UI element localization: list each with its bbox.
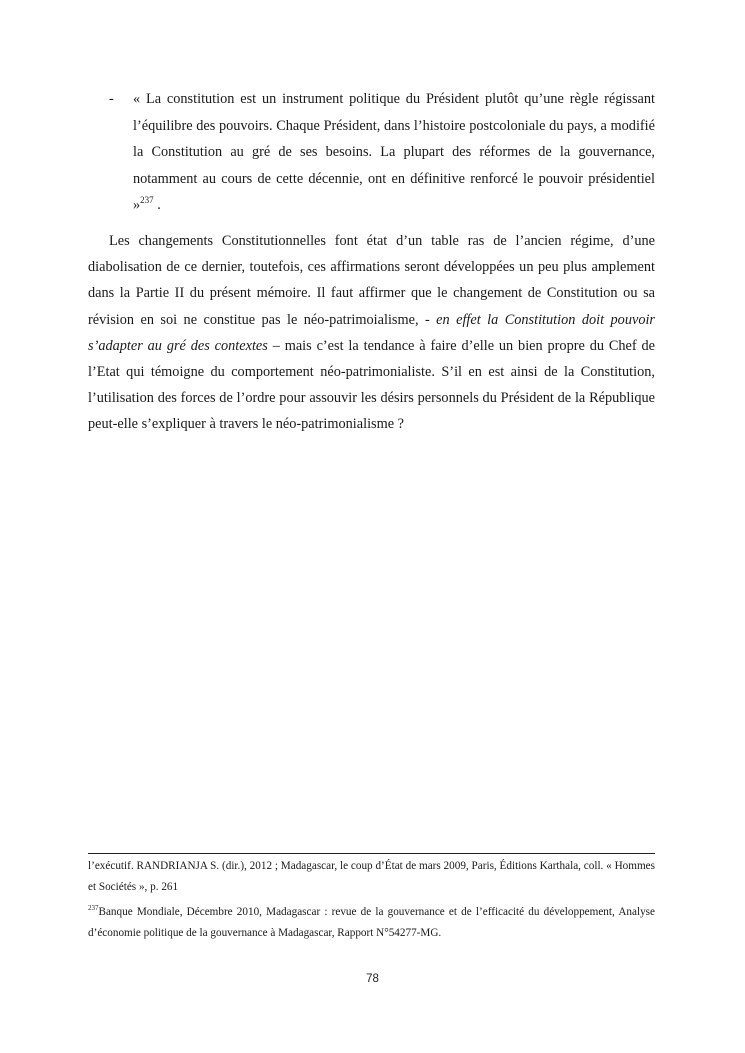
body-paragraph [88, 228, 655, 438]
footnote-237-text: Banque Mondiale, Décembre 2010, Madagascar : revue de la gouvernance et de l’efficacité du développement, Analyse d’économie politique de la gouvernance à Madagascar, Rapport N°54277-MG. [88, 906, 655, 939]
block-quote [88, 86, 655, 219]
footnotes [88, 856, 655, 944]
paragraph-part-1: Les changements Constitutionnelles font état d’un table ras de l’ancien régime, d’une diabolisation de ce dernier, toutefois, ces affirmations seront développées un peu plus amplement dans la Partie II du présent mémoire. Il faut affirmer que le changement de Constitution ou sa révision en soi ne constitue pas le néo-patrimoialisme, - [88, 233, 655, 328]
footnote-separator [88, 853, 655, 854]
quote-body: « La constitution est un instrument politique du Président plutôt qu’une règle régissant l’équilibre des pouvoirs. Chaque Président, dans l’histoire postcoloniale du pays, a modifié la Constitution au gré de ses besoins. La plupart des réformes de la gouvernance, notamment au cours de cette décennie, ont en définitive renforcé le pouvoir présidentiel » [133, 91, 655, 213]
paragraph-italic: en effet la Constitution doit pouvoir s’adapter au gré des contextes [88, 311, 655, 354]
page-number: 78 [366, 973, 379, 985]
footnote-237 [88, 902, 655, 944]
list-dash: - [109, 91, 114, 107]
footnote-continued: l’exécutif. RANDRIANJA S. (dir.), 2012 ; Madagascar, le coup d’État de mars 2009, Paris, Éditions Karthala, coll. « Hommes et Sociétés », p. 261 [88, 860, 655, 893]
quote-text [133, 86, 655, 219]
footnote-number: 237 [88, 904, 99, 912]
quote-end: . [153, 197, 161, 213]
paragraph-part-2: – mais c’est la tendance à faire d’elle un bien propre du Chef de l’Etat qui témoigne du comportement néo-patrimonialiste. S’il en est ainsi de la Constitution, l’utilisation des forces de l’ordre pour assouvir les désirs personnels du Président de la République peut-elle s’expliquer à travers le néo-patrimonialisme ? [88, 337, 655, 433]
footnote-ref-237[interactable]: 237 [140, 195, 154, 205]
